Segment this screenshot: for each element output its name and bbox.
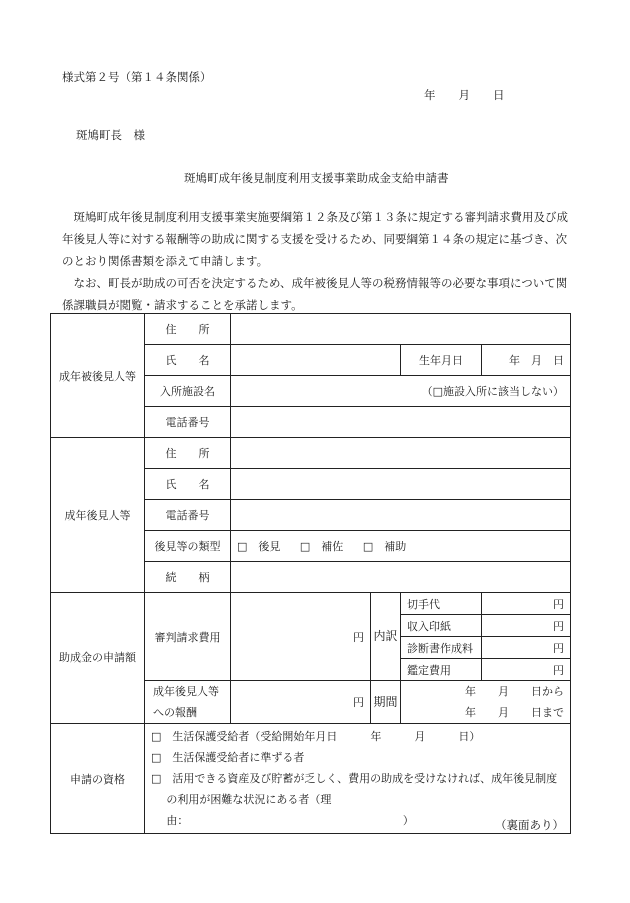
guardian-address-label: 住 所 xyxy=(145,438,231,469)
guardian-phone-field[interactable] xyxy=(231,500,571,531)
breakdown-label: 内訳 xyxy=(371,593,401,681)
breakdown-item-stamps: 切手代 xyxy=(401,593,482,615)
qualification-options xyxy=(145,724,571,834)
qualification-option-welfare[interactable]: □ 生活保護受給者（受給開始年月日 年 月 日） xyxy=(151,730,481,743)
ward-birthdate-field[interactable]: 年 月 日 xyxy=(482,345,571,376)
appraisal-amount-field[interactable]: 円 xyxy=(482,659,571,681)
guardian-relation-field[interactable] xyxy=(231,562,571,593)
document-title: 斑鳩町成年後見制度利用支援事業助成金支給申請書 xyxy=(184,171,449,185)
fee-label: 審判請求費用 xyxy=(145,593,231,681)
guardian-group-label: 成年後見人等 xyxy=(51,438,145,593)
period-from-field[interactable]: 年 月 日から xyxy=(401,681,571,703)
breakdown-item-appraisal: 鑑定費用 xyxy=(401,659,482,681)
guardian-relation-label: 続 柄 xyxy=(145,562,231,593)
date-line: 年 月 日 xyxy=(424,88,505,102)
ward-address-field[interactable] xyxy=(231,314,571,345)
fee-amount-field[interactable]: 円 xyxy=(231,593,371,681)
ward-birthdate-label: 生年月日 xyxy=(401,345,482,376)
grant-group-label: 助成金の申請額 xyxy=(51,593,145,724)
form-number: 様式第２号（第１４条関係） xyxy=(62,70,212,84)
medical-certificate-amount-field[interactable]: 円 xyxy=(482,637,571,659)
type-option-hosa[interactable]: □ 補佐 xyxy=(299,540,344,553)
back-side-note: （裏面あり） xyxy=(495,818,564,832)
reward-label: 成年後見人等への報酬 xyxy=(145,681,231,724)
revenue-stamp-amount-field[interactable]: 円 xyxy=(482,615,571,637)
type-option-kouken[interactable]: □ 後見 xyxy=(237,540,281,553)
application-form-table xyxy=(50,313,571,834)
period-to-field[interactable]: 年 月 日まで xyxy=(401,702,571,724)
ward-facility-field[interactable]: （□施設入所に該当しない） xyxy=(231,376,571,407)
qualification-option-low-assets[interactable]: □ 活用できる資産及び貯蓄が乏しく、費用の助成を受けなければ、成年後見制度の利用が困難な状況にある者（理由： ） xyxy=(151,772,558,827)
breakdown-item-revenue-stamp: 収入印紙 xyxy=(401,615,482,637)
type-option-hojo[interactable]: □ 補助 xyxy=(362,540,407,553)
qualification-option-quasi-welfare[interactable]: □ 生活保護受給者に準ずる者 xyxy=(151,751,305,764)
ward-name-label: 氏 名 xyxy=(145,345,231,376)
body-text xyxy=(62,206,578,316)
ward-group-label: 成年被後見人等 xyxy=(51,314,145,438)
ward-phone-label: 電話番号 xyxy=(145,407,231,438)
guardian-name-field[interactable] xyxy=(231,469,571,500)
reward-amount-field[interactable]: 円 xyxy=(231,681,371,724)
guardian-name-label: 氏 名 xyxy=(145,469,231,500)
ward-name-field[interactable] xyxy=(231,345,401,376)
guardian-address-field[interactable] xyxy=(231,438,571,469)
ward-facility-label: 入所施設名 xyxy=(145,376,231,407)
paragraph-application: 斑鳩町成年後見制度利用支援事業実施要綱第１２条及び第１３条に規定する審判請求費用及び成年後見人等に対する報酬等の助成に関する支援を受けるため、同要綱第１４条の規定に基づき、次のとおり関係書類を添えて申請します。 xyxy=(62,210,568,268)
guardian-type-options xyxy=(231,531,571,562)
guardian-type-label: 後見等の類型 xyxy=(145,531,231,562)
guardian-phone-label: 電話番号 xyxy=(145,500,231,531)
paragraph-consent: なお、町長が助成の可否を決定するため、成年被後見人等の税務情報等の必要な事項について関係課職員が閲覧・請求することを承諾します。 xyxy=(62,276,568,312)
ward-address-label: 住 所 xyxy=(145,314,231,345)
period-label: 期間 xyxy=(371,681,401,724)
breakdown-item-medical-certificate: 診断書作成料 xyxy=(401,637,482,659)
qualification-label: 申請の資格 xyxy=(51,724,145,834)
ward-phone-field[interactable] xyxy=(231,407,571,438)
stamps-amount-field[interactable]: 円 xyxy=(482,593,571,615)
addressee: 斑鳩町長 様 xyxy=(76,128,145,142)
